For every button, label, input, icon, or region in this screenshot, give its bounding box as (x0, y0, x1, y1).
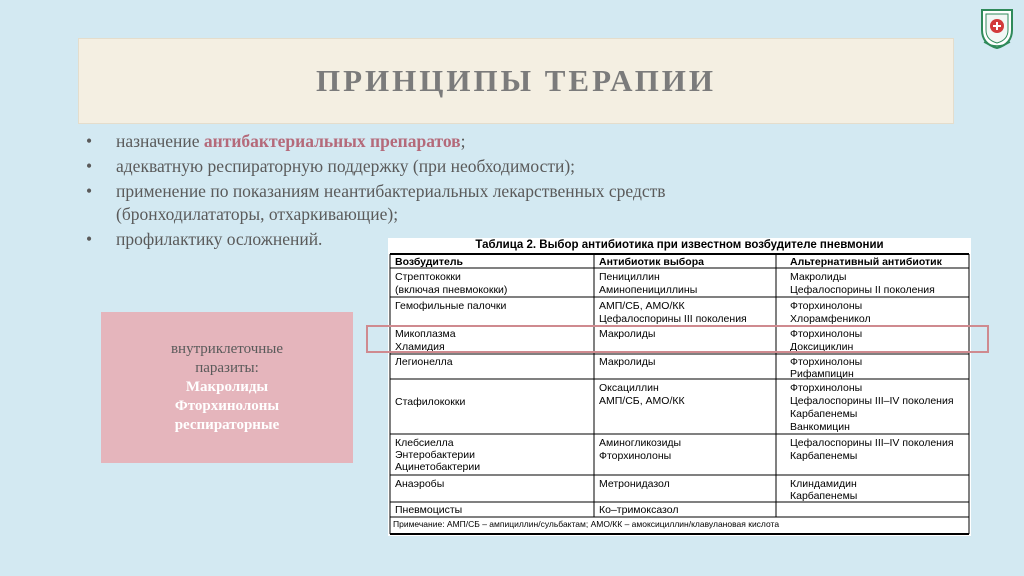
title-band (78, 38, 954, 124)
cell-choice: АМП/СБ, АМО/КК (599, 395, 685, 407)
box-line: внутриклеточные (170, 341, 284, 357)
cell-pathogen: Клебсиелла (395, 437, 454, 449)
cell-choice: Метронидазол (599, 478, 670, 490)
bullet-text: назначение (116, 131, 204, 151)
cell-pathogen: (включая пневмококки) (395, 284, 508, 296)
cell-alt: Ванкомицин (790, 421, 850, 433)
table-note: Примечание: АМП/СБ – ампициллин/сульбактам; АМО/КК – амоксициллин/клавулановая кислота (393, 519, 780, 529)
bullet-text: профилактику осложнений. (116, 229, 323, 249)
box-line: паразиты: (195, 360, 259, 376)
bullet-dot: • (86, 156, 93, 176)
cell-pathogen: Анаэробы (395, 478, 445, 490)
bullet-text: применение по показаниям неантибактериальных лекарственных средств (бронходилататоры, отхаркивающие); (116, 181, 666, 224)
slide-title: ПРИНЦИПЫ ТЕРАПИИ (315, 63, 717, 98)
cell-pathogen: Гемофильные палочки (395, 300, 507, 312)
table-title: Таблица 2. Выбор антибиотика при известном возбудителе пневмонии (475, 239, 884, 251)
bullet-item (86, 130, 806, 153)
bullet-item (86, 180, 806, 226)
table-grid (388, 238, 971, 536)
cell-alt: Цефалоспорины II поколения (790, 284, 935, 296)
cell-alt: Фторхинолоны (790, 356, 863, 368)
cell-alt: Фторхинолоны (790, 300, 863, 312)
cell-choice: АМП/СБ, АМО/КК (599, 300, 685, 312)
cell-pathogen: Ацинетобактерии (395, 461, 481, 473)
bullet-dot: • (86, 181, 93, 201)
cell-alt: Карбапенемы (790, 408, 858, 420)
cell-alt: Клиндамидин (790, 478, 857, 490)
box-drug: Фторхинолоны (174, 398, 280, 414)
cell-alt: Цефалоспорины III–IV поколения (790, 437, 954, 449)
cell-choice: Цефалоспорины III поколения (599, 313, 747, 325)
table-header-alternative: Альтернативный антибиотик (790, 256, 942, 268)
table-header-choice: Антибиотик выбора (599, 256, 704, 268)
cell-pathogen: Легионелла (395, 356, 453, 368)
cell-choice: Пенициллин (599, 271, 660, 283)
cell-alt: Доксициклин (790, 341, 854, 353)
cell-choice: Ко–тримоксазол (599, 504, 679, 516)
cell-alt: Карбапенемы (790, 490, 858, 502)
cell-alt: Фторхинолоны (790, 328, 863, 340)
bullet-dot: • (86, 229, 93, 249)
mycoplasma-row-highlight (366, 325, 989, 353)
bullet-text: адекватную респираторную поддержку (при необходимости); (116, 156, 576, 176)
cell-alt: Цефалоспорины III–IV поколения (790, 395, 954, 407)
bullet-accent-text: антибактериальных препаратов (203, 131, 461, 151)
cell-pathogen: Стрептококки (395, 271, 461, 283)
cell-choice: Фторхинолоны (599, 450, 672, 462)
cell-pathogen: Хламидия (395, 341, 445, 353)
cell-alt: Рифампицин (790, 368, 854, 380)
bullet-list (86, 130, 806, 253)
box-drug: Макролиды (185, 379, 269, 395)
bullet-text-end: ; (460, 131, 466, 151)
cell-pathogen: Энтеробактерии (395, 449, 475, 461)
cell-choice: Макролиды (599, 356, 656, 368)
cell-choice: Макролиды (599, 328, 656, 340)
intracellular-parasites-box (101, 312, 353, 463)
antibiotic-table (388, 238, 971, 536)
cell-pathogen: Пневмоцисты (395, 504, 463, 516)
university-shield-icon (978, 6, 1016, 50)
cell-choice: Аминогликозиды (599, 437, 682, 449)
bullet-item (86, 155, 806, 178)
cell-alt: Хлорамфеникол (790, 313, 871, 325)
cell-pathogen: Стафилококки (395, 396, 466, 408)
cell-choice: Аминопенициллины (599, 284, 698, 296)
cell-alt: Фторхинолоны (790, 382, 863, 394)
cell-choice: Оксациллин (599, 382, 659, 394)
cell-pathogen: Микоплазма (395, 328, 456, 340)
bullet-dot: • (86, 131, 93, 151)
cell-alt: Макролиды (790, 271, 847, 283)
table-header-pathogen: Возбудитель (395, 256, 463, 268)
box-drug: респираторные (174, 417, 280, 433)
cell-alt: Карбапенемы (790, 450, 858, 462)
